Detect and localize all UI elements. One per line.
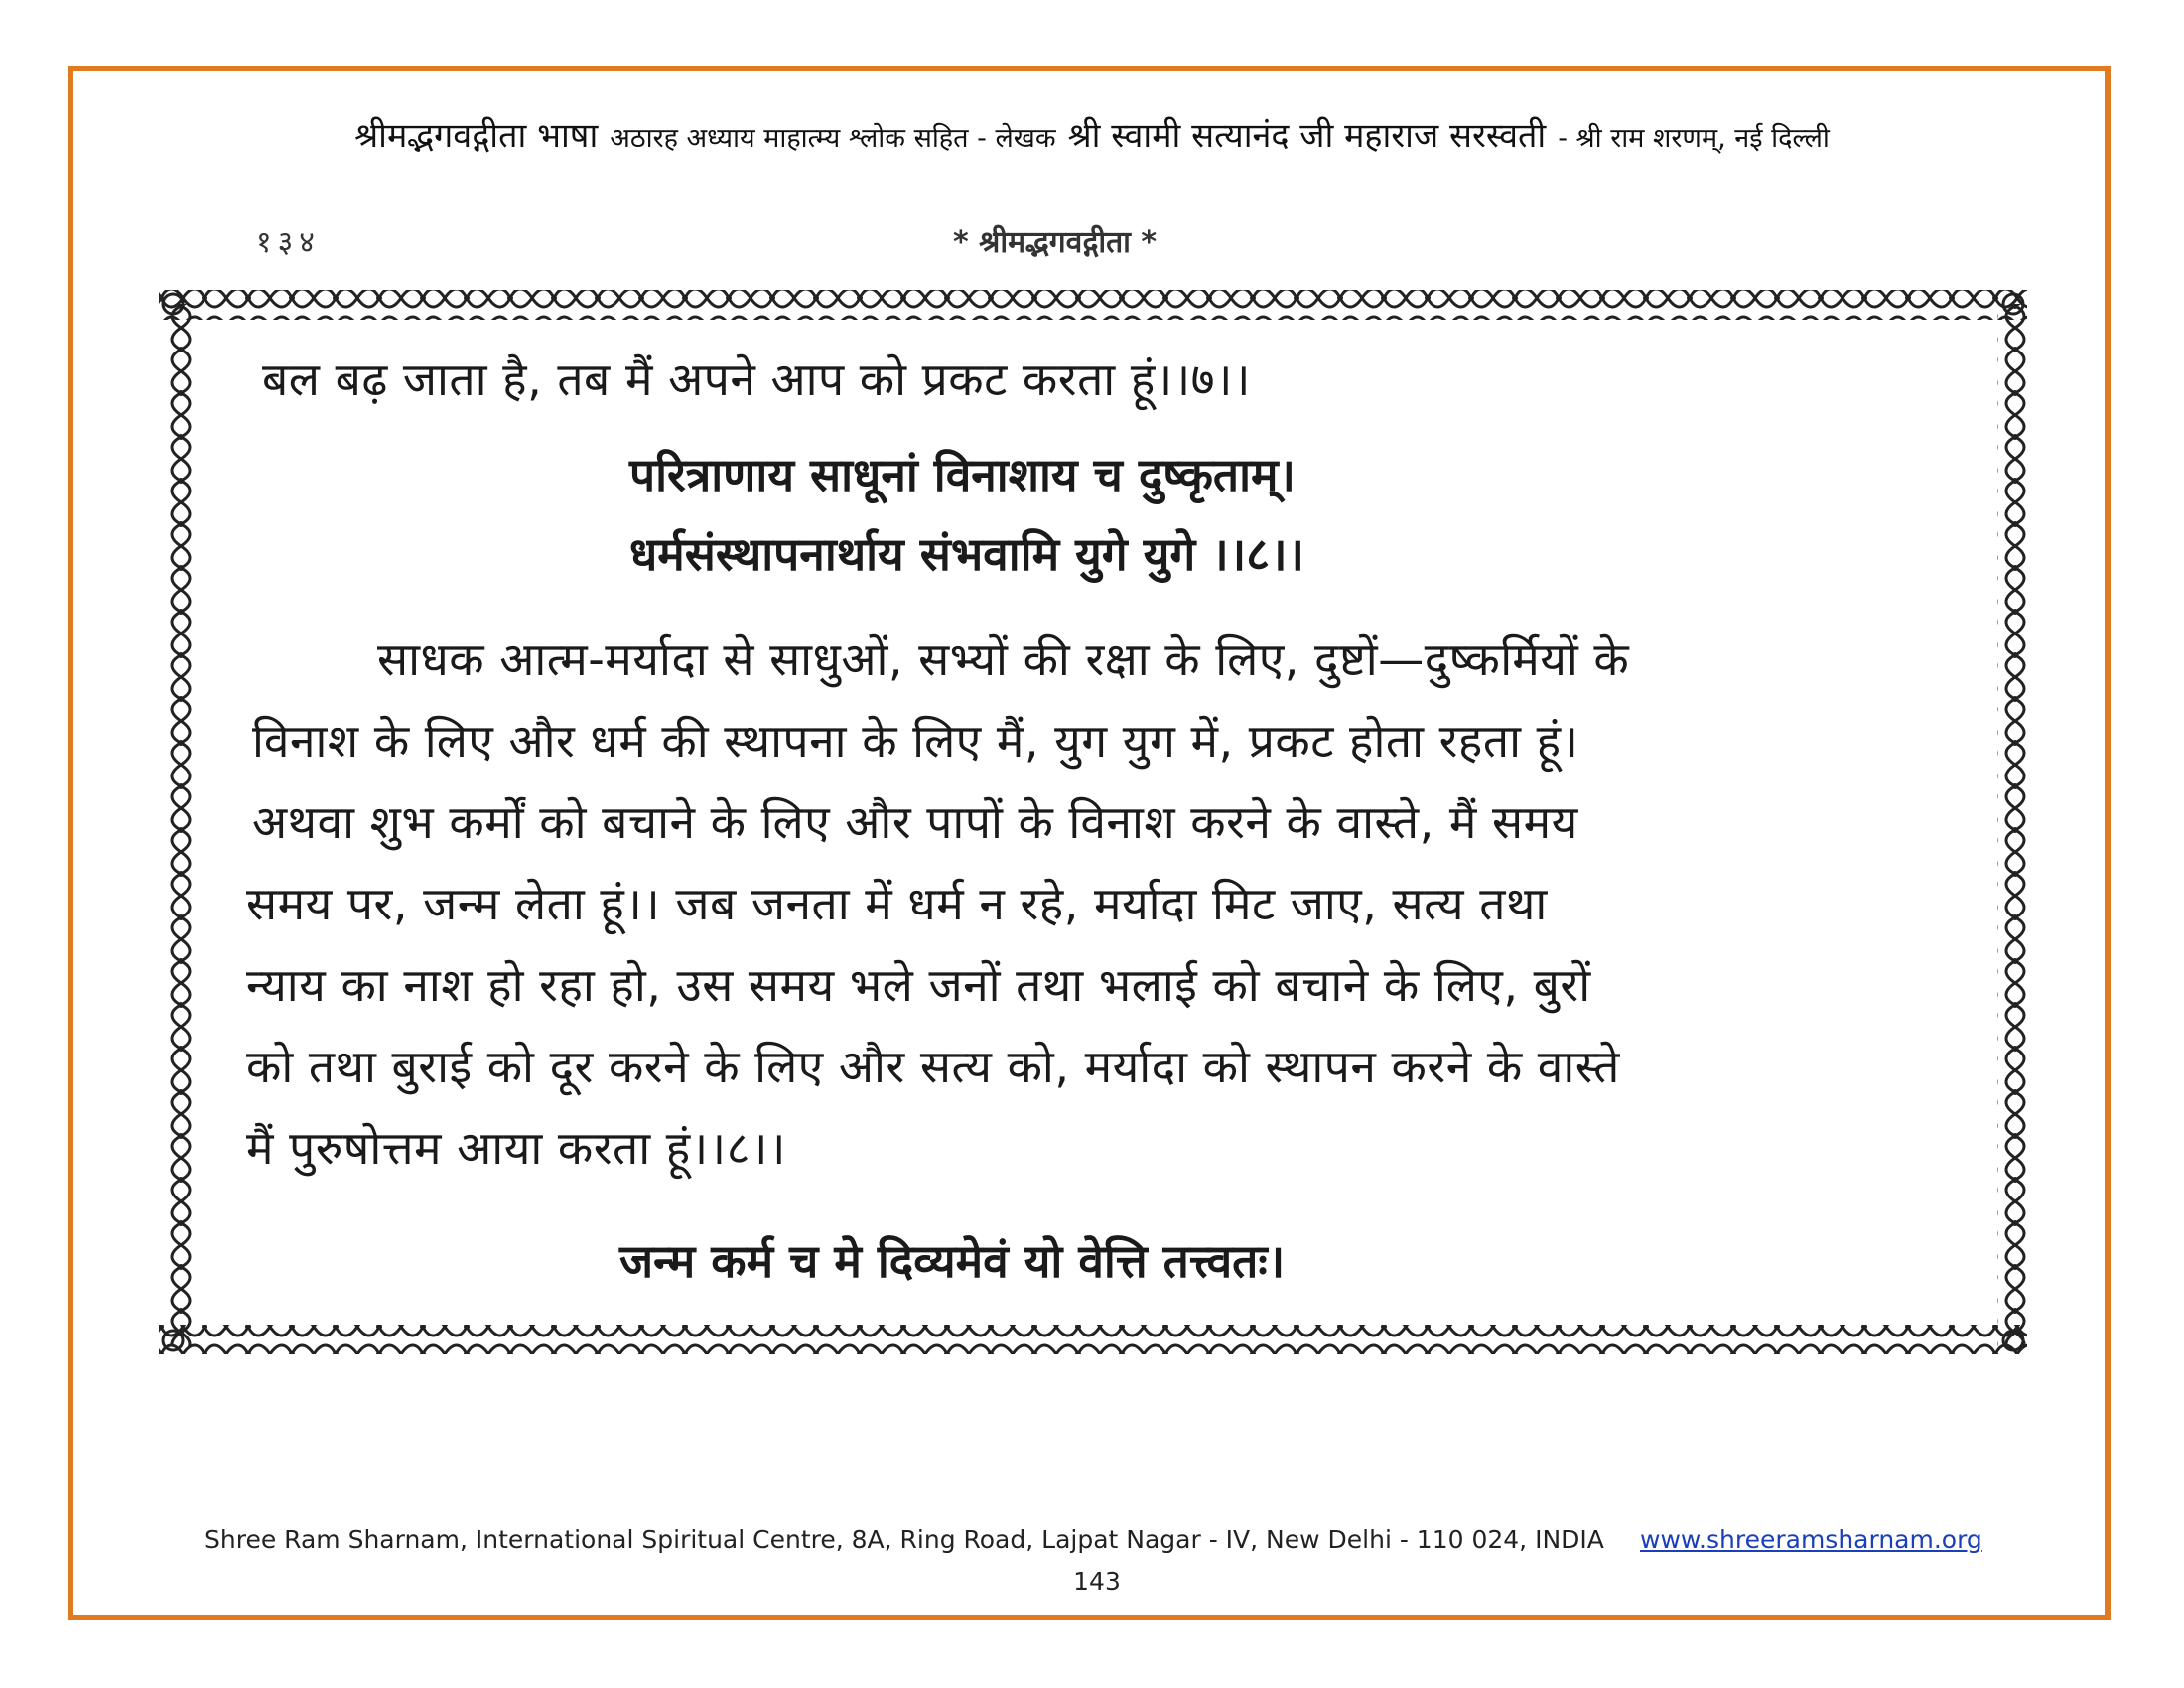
book-page-number: १३४ — [256, 225, 321, 260]
footer-address: Shree Ram Sharnam, International Spiritual Centre, 8A, Ring Road, Lajpat Nagar - IV, New Delhi - 110 024, INDIA — [205, 1525, 1604, 1554]
header-title-sub: अठारह अध्याय माहात्म्य श्लोक सहित - लेखक — [610, 123, 1056, 154]
header-author: श्री स्वामी सत्यानंद जी महाराज सरस्वती — [1067, 116, 1547, 156]
line-continuation: बल बढ़ जाता है, तब मैं अपने आप को प्रकट करता हूं।।७।। — [262, 352, 1251, 406]
verse-8-line-2: धर्मसंस्थापनार्थाय संभवामि युगे युगे ।।८।। — [629, 527, 1304, 581]
header-publisher: - श्री राम शरणम्, नई दिल्ली — [1558, 123, 1830, 154]
prose-line: साधक आत्म-मर्यादा से साधुओं, सभ्यों की रक्षा के लिए, दुष्टों—दुष्कर्मियों के — [377, 633, 1630, 686]
running-title: * श्रीमद्भगवद्गीता * — [953, 225, 1158, 260]
prose-line: विनाश के लिए और धर्म की स्थापना के लिए मैं, युग युग में, प्रकट होता रहता हूं। — [252, 714, 1579, 768]
document-header — [109, 111, 2075, 171]
verse-9-line-1: जन्म कर्म च मे दिव्यमेवं यो वेत्ति तत्त्वतः। — [619, 1234, 1286, 1288]
footer-website-link[interactable]: www.shreeramsharnam.org — [1640, 1525, 1982, 1554]
prose-line: को तथा बुराई को दूर करने के लिए और सत्य को, मर्यादा को स्थापन करने के वास्ते — [246, 1040, 1620, 1093]
header-title-main: श्रीमद्भगवद्गीता भाषा — [354, 116, 599, 156]
verse-8-line-1: परित्राणाय साधूनां विनाशाय च दुष्कृताम्। — [629, 448, 1296, 501]
prose-line: न्याय का नाश हो रहा हो, उस समय भले जनों तथा भलाई को बचाने के लिए, बुरों — [246, 958, 1591, 1012]
prose-line: अथवा शुभ कर्मों को बचाने के लिए और पापों के विनाश करने के वास्ते, मैं समय — [252, 795, 1578, 849]
footer-page-number: 143 — [1073, 1567, 1121, 1596]
prose-line: समय पर, जन्म लेता हूं।। जब जनता में धर्म न रहे, मर्यादा मिट जाए, सत्य तथा — [246, 877, 1548, 930]
prose-line: मैं पुरुषोत्तम आया करता हूं।।८।। — [246, 1121, 786, 1175]
